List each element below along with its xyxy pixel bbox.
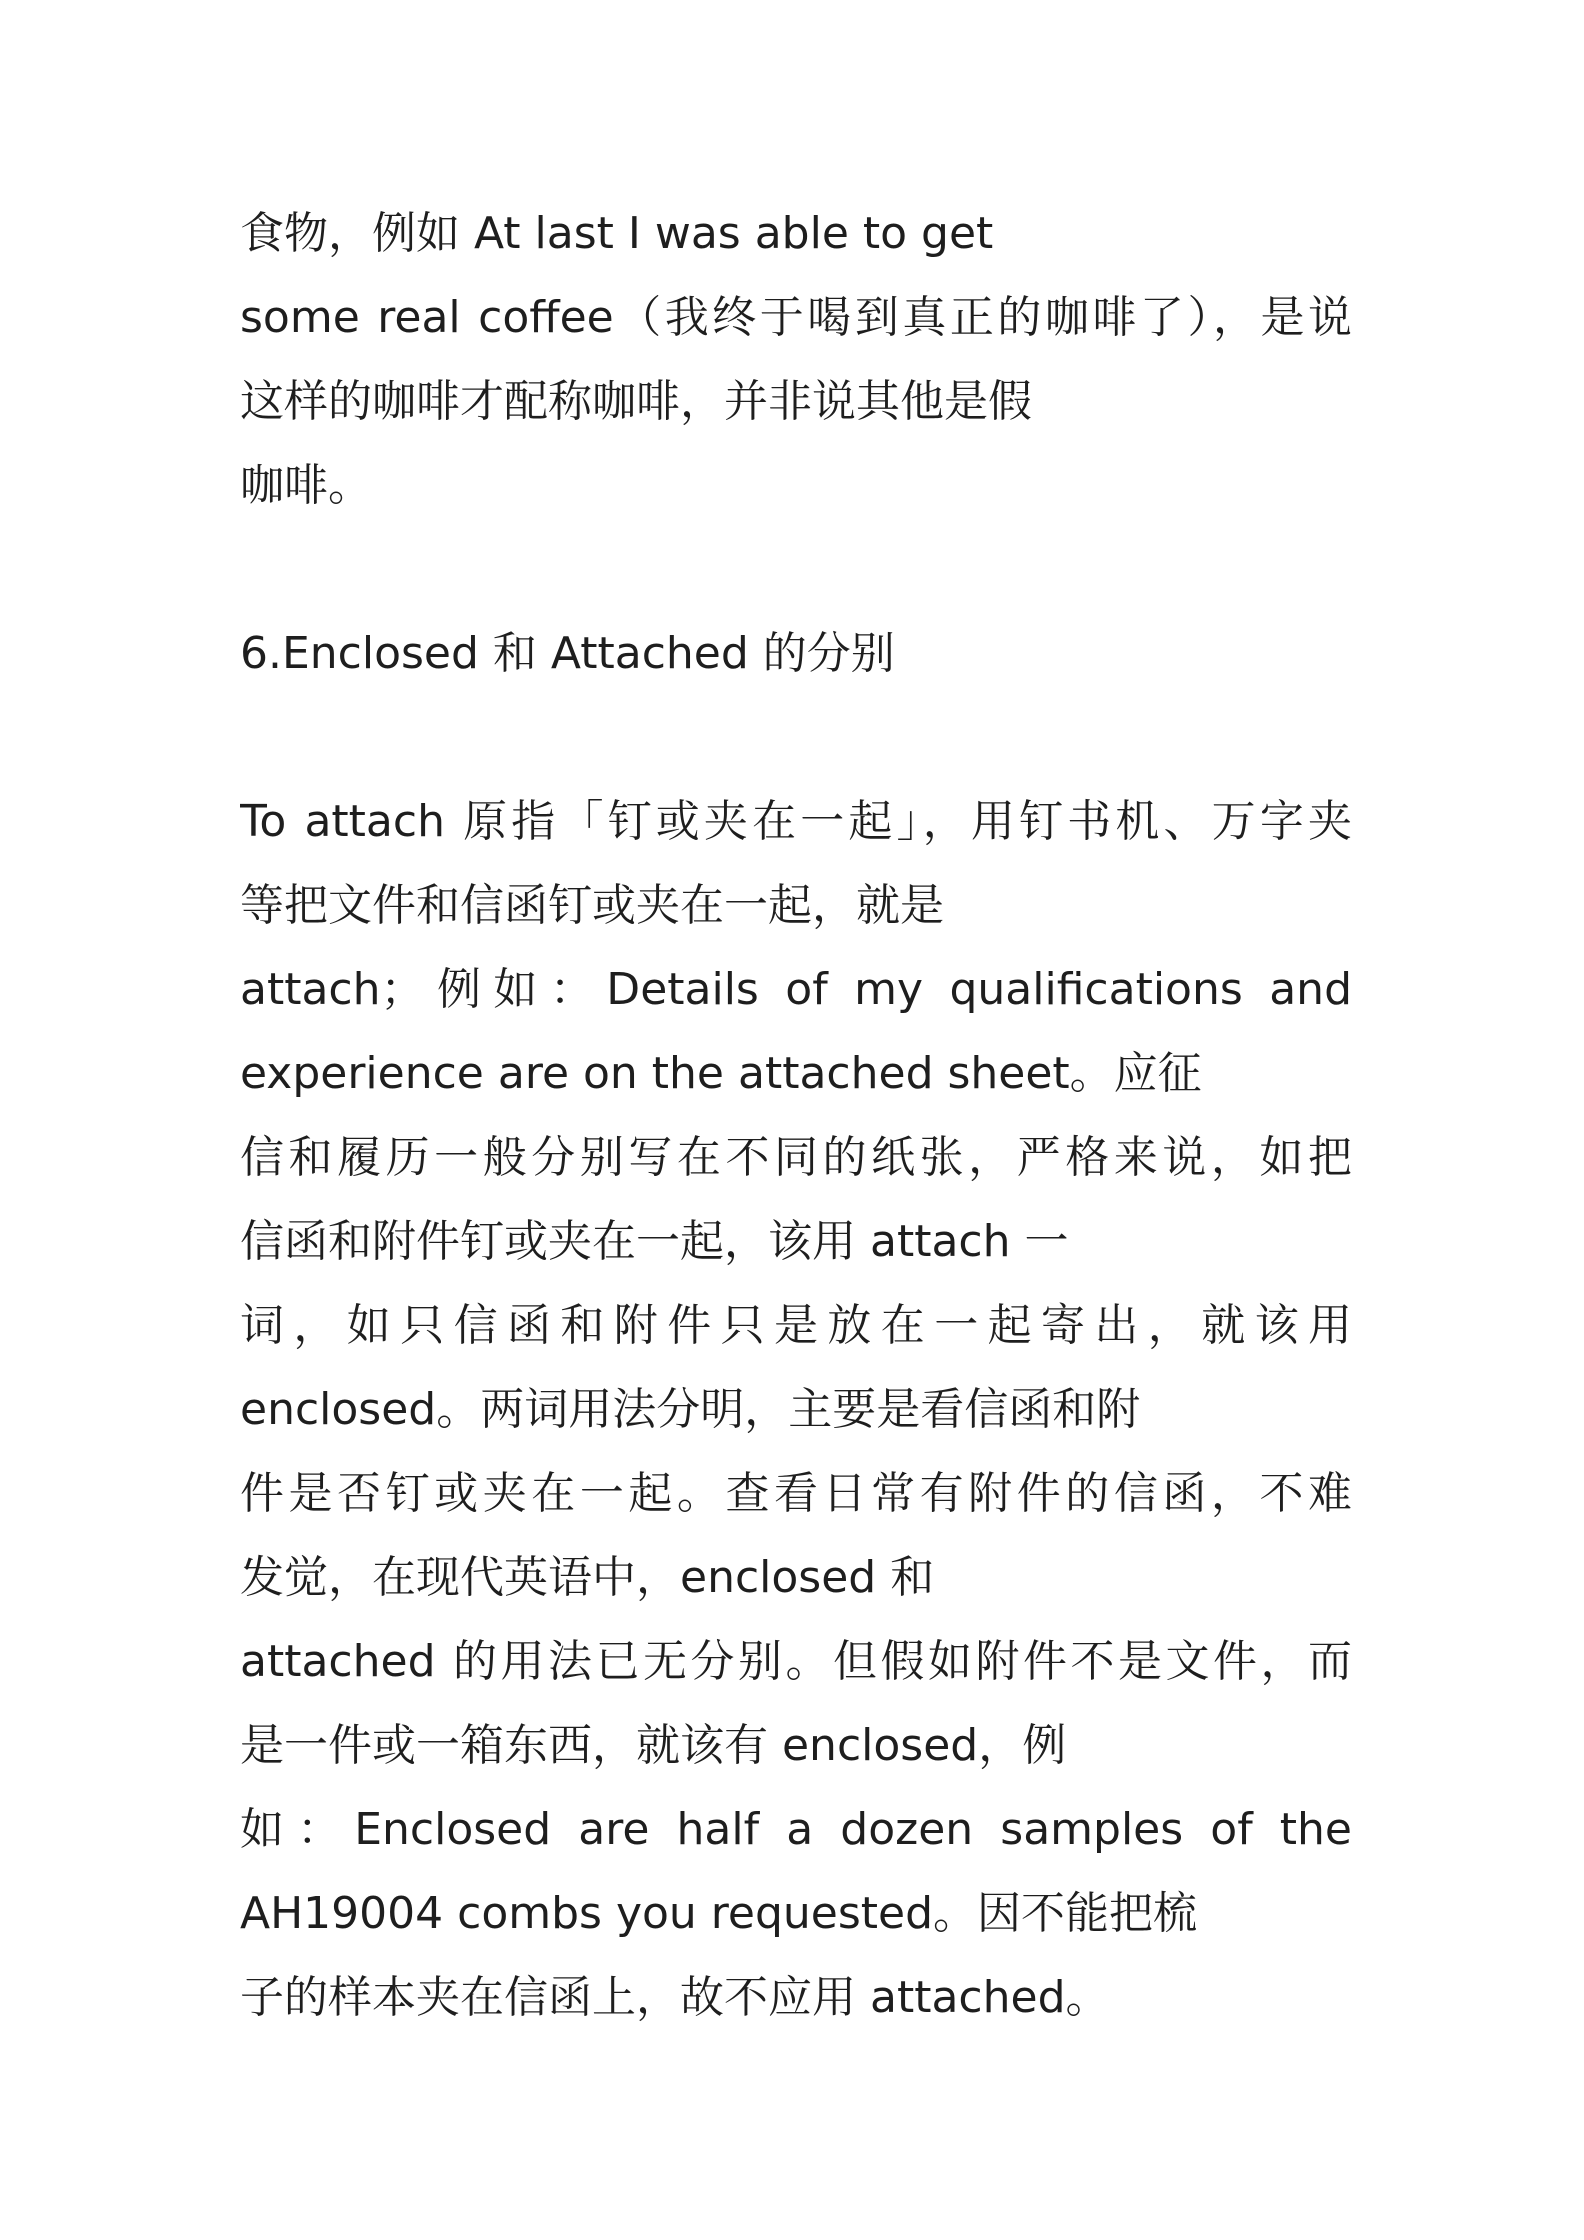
paragraph-attach-line-10: 发觉，在现代英语中，enclosed 和	[240, 1552, 935, 1603]
paragraph-attach-line-1: To attach 原指「钉或夹在一起」，用钉书机、万字夹	[240, 796, 1352, 847]
section-heading: 6.Enclosed 和 Attached 的分别	[240, 628, 895, 679]
paragraph-coffee-line-2: some real coffee（我终于喝到真正的咖啡了），是说	[240, 292, 1352, 343]
paragraph-attach-line-9: 件是否钉或夹在一起。查看日常有附件的信函，不难	[240, 1468, 1352, 1519]
paragraph-attach-line-13: 如：Enclosed are half a dozen samples of the	[240, 1804, 1352, 1855]
paragraph-attach-line-6: 信函和附件钉或夹在一起，该用 attach 一	[240, 1216, 1069, 1267]
paragraph-attach-line-5: 信和履历一般分别写在不同的纸张，严格来说，如把	[240, 1132, 1352, 1183]
paragraph-attach-line-4: experience are on the attached sheet。应征	[240, 1048, 1202, 1099]
paragraph-attach-line-14: AH19004 combs you requested。因不能把梳	[240, 1888, 1198, 1939]
paragraph-attach-line-12: 是一件或一箱东西，就该有 enclosed，例	[240, 1720, 1067, 1771]
paragraph-attach-line-15: 子的样本夹在信函上，故不应用 attached。	[240, 1972, 1110, 2023]
paragraph-coffee-line-4: 咖啡。	[240, 460, 372, 511]
paragraph-coffee-line-1: 食物，例如 At last I was able to get	[240, 208, 994, 259]
paragraph-attach-line-8: enclosed。两词用法分明，主要是看信函和附	[240, 1384, 1141, 1435]
paragraph-attach-line-11: attached 的用法已无分别。但假如附件不是文件，而	[240, 1636, 1352, 1687]
paragraph-attach-line-2: 等把文件和信函钉或夹在一起，就是	[240, 880, 944, 931]
paragraph-coffee-line-3: 这样的咖啡才配称咖啡，并非说其他是假	[240, 376, 1032, 427]
paragraph-attach-line-7: 词，如只信函和附件只是放在一起寄出，就该用	[240, 1300, 1352, 1351]
paragraph-attach-line-3: attach；例如：Details of my qualifications and	[240, 964, 1352, 1015]
